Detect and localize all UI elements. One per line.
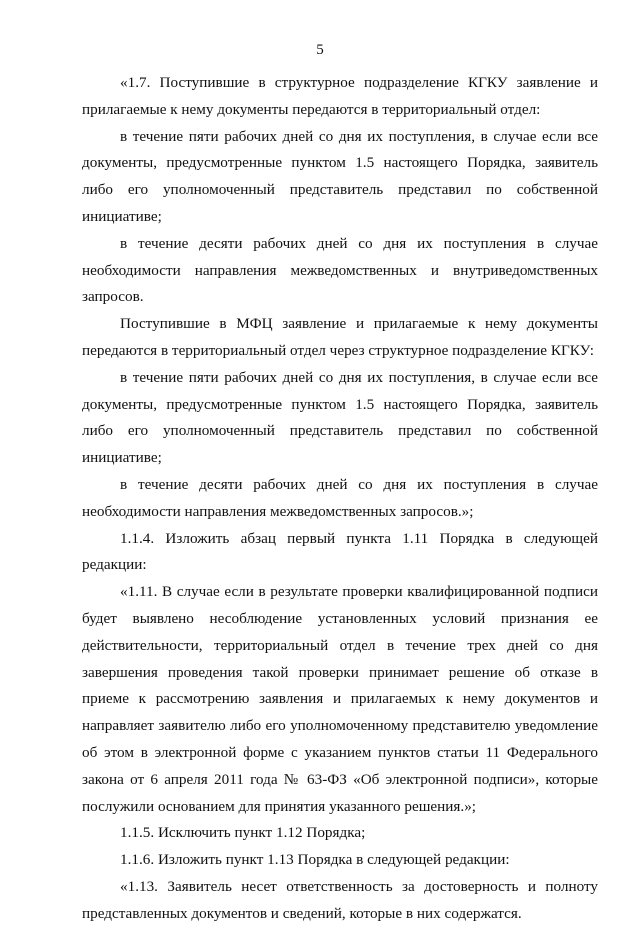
paragraph-ten-days-kgku: в течение десяти рабочих дней со дня их поступления в случае необходимости направления межведомственных и внутриведомственных запросов.	[82, 234, 598, 306]
paragraph-1-7: «1.7. Поступившие в структурное подразделение КГКУ заявление и прилагаемые к нему документы передаются в территориальный отдел:	[82, 74, 598, 118]
paragraph-five-days-kgku: в течение пяти рабочих дней со дня их поступления, в случае если все документы, предусмотренные пунктом 1.5 настоящего Порядка, заявитель либо его уполномоченный представитель представил по собственной инициативе;	[82, 127, 598, 225]
paragraph-five-days-mfc: в течение пяти рабочих дней со дня их поступления, в случае если все документы, предусмотренные пунктом 1.5 настоящего Порядка, заявитель либо его уполномоченный представитель представил по собственной инициативе;	[82, 368, 598, 467]
paragraph-1-11: «1.11. В случае если в результате проверки квалифицированной подписи будет выявлено несоблюдение установленных условий признания ее действительности, территориальный отдел в течение трех дней со дня завершения проведения такой проверки принимает решение об отказе в приеме к рассмотрению заявления и прилагаемых к нему документов и направляет заявителю либо его уполномоченному представителю уведомление об этом в электронной форме с указанием пунктов статьи 11 Федерального закона от 6 апреля 2011 года № 63-ФЗ «Об электронной подписи», которые послужили основанием для принятия указанного решения.»;	[82, 583, 598, 815]
document-body	[82, 70, 598, 928]
paragraph-1-1-4: 1.1.4. Изложить абзац первый пункта 1.11 Порядка в следующей редакции:	[82, 529, 598, 574]
paragraph-1-13: «1.13. Заявитель несет ответственность за достоверность и полноту представленных документов и сведений, которые в них содержатся.	[82, 877, 598, 922]
paragraph-1-1-6: 1.1.6. Изложить пункт 1.13 Порядка в следующей редакции:	[120, 851, 510, 869]
paragraph-1-1-5: 1.1.5. Исключить пункт 1.12 Порядка;	[120, 824, 366, 842]
paragraph-mfc: Поступившие в МФЦ заявление и прилагаемые к нему документы передаются в территориальный отдел через структурное подразделение КГКУ:	[82, 315, 598, 359]
page-number: 5	[316, 42, 324, 58]
paragraph-ten-days-mfc: в течение десяти рабочих дней со дня их поступления в случае необходимости направления межведомственных запросов.»;	[82, 475, 598, 520]
